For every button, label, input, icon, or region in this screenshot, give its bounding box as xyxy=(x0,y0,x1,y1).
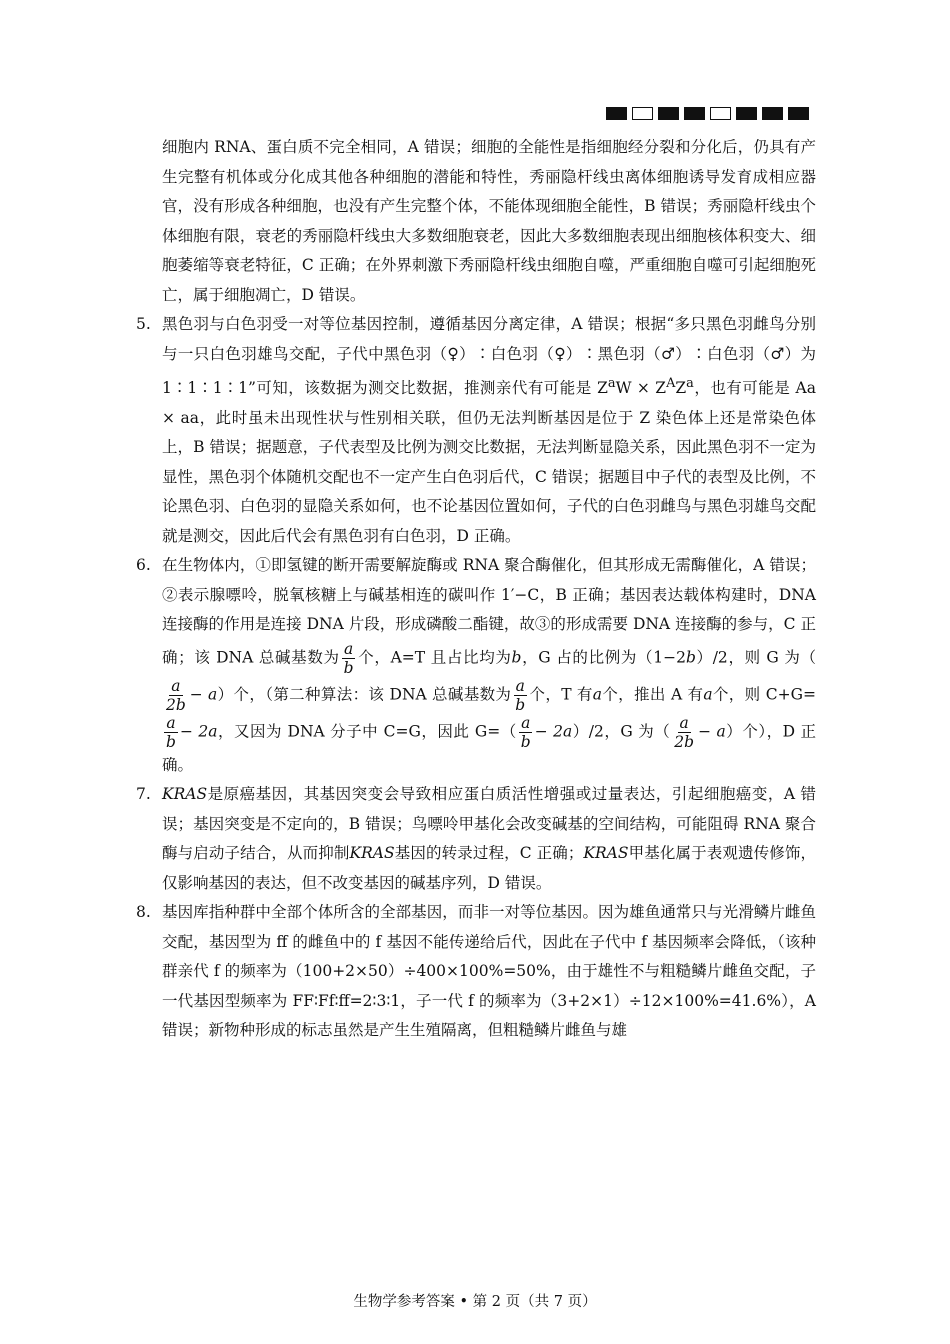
fraction-a-over-2b: $\frac{a}{2b}$ xyxy=(166,676,186,714)
header-mark xyxy=(606,107,627,120)
question-8-text: 基因库指种群中全部个体所含的全部基因，而非一对等位基因。因为雄鱼通常只与光滑鳞片雌鱼交配，基因型为 ff 的雌鱼中的 f 基因不能传递给后代，因此在子代中 f 基因频率会降低，（该种群亲代 f 的频率为（100+2×50）÷400×100%=50%，由于雄性不与粗糙鳞片雌鱼交配，子一代基因型频率为 FF∶Ff∶ff=2∶3∶1，子一代 f 的频率为（3+2×1）÷12×100%=41.6%），A 错误；新物种形成的标志虽然是产生生殖隔离，但粗糙鳞片雌鱼与雄 xyxy=(162,903,816,1040)
fraction-a-over-b: $\frac{a}{b}$ xyxy=(343,639,354,677)
header-mark xyxy=(632,107,653,120)
page-footer: 生物学参考答案 • 第 2 页（共 7 页） xyxy=(353,1294,597,1310)
fraction-a-over-b: $\frac{a}{b}$ xyxy=(166,713,176,751)
question-number: 6. xyxy=(136,556,151,575)
question-number: 5. xyxy=(136,315,151,333)
header-mark xyxy=(684,107,705,120)
header-marks xyxy=(606,107,809,120)
q4-continued: 细胞内 RNA、蛋白质不完全相同，A 错误；细胞的全能性是指细胞经分裂和分化后，仍具有产生完整有机体或分化成其他各种细胞的潜能和特性，秀丽隐杆线虫离体细胞诱导发育成相应器官，没有形成各种细胞，也没有产生完整个体，不能体现细胞全能性，B 错误；秀丽隐杆线虫个体细胞有限，衰老的秀丽隐杆线虫大多数细胞衰老，因此大多数细胞表现出细胞核体积变大、细胞萎缩等衰老特征，C 正确；在外界刺激下秀丽隐杆线虫细胞自噬，严重细胞自噬可引起细胞死亡，属于细胞凋亡，D 错误。 xyxy=(162,138,816,304)
answer-body xyxy=(136,133,816,1046)
header-mark xyxy=(736,107,757,120)
header-mark xyxy=(658,107,679,120)
question-number: 7. xyxy=(136,785,151,804)
question-7 xyxy=(136,780,816,898)
question-5 xyxy=(136,310,816,551)
header-mark xyxy=(788,107,809,120)
question-7-text: KRAS是原癌基因，其基因突变会导致相应蛋白质活性增强或过量表达，引起细胞癌变，A 错误；基因突变是不定向的，B 错误；鸟嘌呤甲基化会改变碱基的空间结构，可能阻碍 RNA 聚合酶与启动子结合，从而抑制KRAS基因的转录过程，C 正确；KRAS甲基化属于表观遗传修饰，仅影响基因的表达，但不改变基因的碱基序列，D 错误。 xyxy=(162,785,816,892)
question-6-text: 在生物体内，①即氢键的断开需要解旋酶或 RNA 聚合酶催化，但其形成无需酶催化，A 错误；②表示腺嘌呤，脱氧核糖上与碱基相连的碳叫作 1′−C，B 正确；基因表达载体构建时，DNA 连接酶的作用是连接 DNA 片段，形成磷酸二酯键，故③的形成需要 DNA 连接酶的参与，C 正确；该 DNA 总碱基数为 $\frac{a}{b}$ 个，A=T 且占比均为b，G 占的比例为（1−2b）/2，则 G 为（ $\frac{a}{2b}$ − a）个，（第二种算法：该 DNA 总碱基数为 $\frac{a}{b}$ 个，T 有a个，推出 A 有a个，则 C+G= $\frac{a}{b}$ − 2a，又因为 DNA 分子中 C=G，因此 G=（ $\frac{a}{b}$ − 2a）/2，G 为（ $\frac{a}{2b}$ − a）个），D 正确。 xyxy=(162,556,816,774)
question-5-text: 黑色羽与白色羽受一对等位基因控制，遵循基因分离定律，A 错误；根据“多只黑色羽雌鸟分别与一只白色羽雄鸟交配，子代中黑色羽（♀）∶白色羽（♀）∶黑色羽（♂）∶白色羽（♂）为 1∶1∶1∶1”可知，该数据为测交比数据，推测亲代有可能是 $Z^aW \times Z^AZ^a$，也有可能是 Aa × aa，此时虽未出现性状与性别相关联，但仍无法判断基因是位于 Z 染色体上还是常染色体上，B 错误；据题意，子代表型及比例为测交比数据，无法判断显隐关系，因此黑色羽不一定为显性，黑色羽个体随机交配也不一定产生白色羽后代，C 错误；据题目中子代的表型及比例，不论黑色羽、白色羽的显隐关系如何，也不论基因位置如何，子代的白色羽雌鸟与黑色羽雄鸟交配就是测交，因此后代会有黑色羽有白色羽，D 正确。 xyxy=(162,315,816,545)
question-number: 8. xyxy=(136,903,151,922)
fraction-a-over-b: $\frac{a}{b}$ xyxy=(515,676,526,714)
fraction-a-over-2b: $\frac{a}{2b}$ xyxy=(674,713,695,751)
question-8 xyxy=(136,898,816,1046)
question-6 xyxy=(136,551,816,780)
fraction-a-over-b: $\frac{a}{b}$ xyxy=(520,713,531,751)
header-mark xyxy=(762,107,783,120)
header-mark xyxy=(710,107,731,120)
